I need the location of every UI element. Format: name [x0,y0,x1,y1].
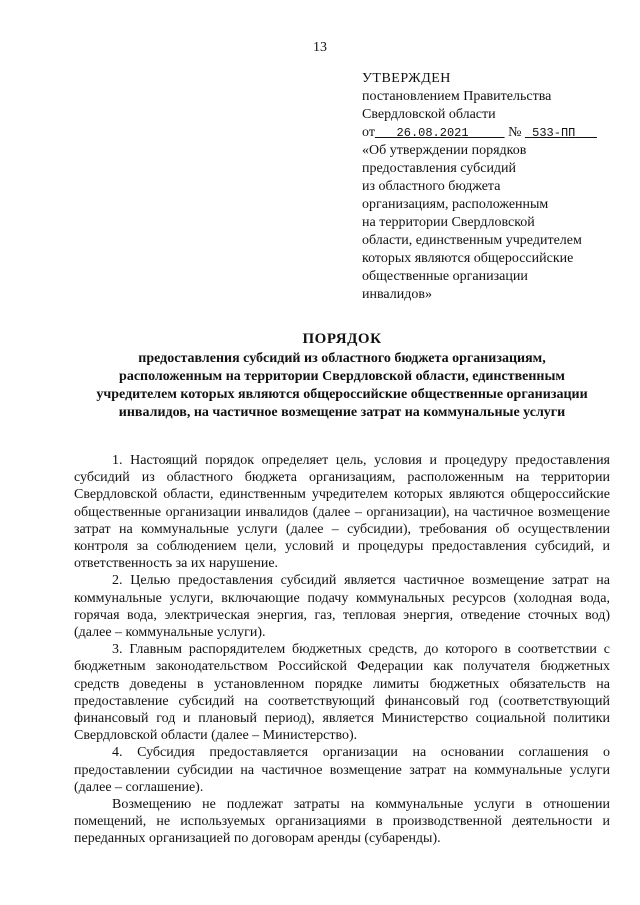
title-heading: ПОРЯДОК [302,331,382,347]
document-title [72,330,612,422]
approval-line-2: Свердловской области [362,107,496,122]
resolution-title-line: области, единственным учредителем [362,233,582,248]
paragraph-5: Возмещению не подлежат затраты на коммунальные услуги в отношении помещений, не используемых организациями в производственной деятельности и переданных организацией по договорам аренды (субаренды). [74,797,610,847]
number-prefix: № [508,125,522,140]
resolution-title-line: на территории Свердловской [362,215,535,230]
paragraph-1: 1. Настоящий порядок определяет цель, условия и процедуру предоставления субсидий из областного бюджета организациям, расположенным на территории Свердловской области, единственным учредителем которых являются общероссийские общественные организации инвалидов (далее – организации), на частичное возмещение затрат на коммунальные услуги (далее – субсидии), требования об осуществлении контроля за соблюдением цели, условий и процедуры предоставления субсидий, и ответственность за их нарушение. [74,453,610,572]
resolution-title-line: организациям, расположенным [362,197,549,212]
approval-line-1: постановлением Правительства [362,89,552,104]
resolution-title-line: из областного бюджета [362,179,501,194]
paragraph-2: 2. Целью предоставления субсидий является частичное возмещение затрат на коммунальные услуги, включающие подачу коммунальных ресурсов (холодная вода, горячая вода, электрическая энергия, газ, тепловая энергия, отведение сточных вод) (далее – коммунальные услуги). [74,573,610,641]
resolution-title-line: предоставления субсидий [362,161,517,176]
paragraph-4: 4. Субсидия предоставляется организации на основании соглашения о предоставлении субсидии на частичное возмещение затрат на коммунальные услуги (далее – соглашение). [74,745,610,795]
approval-heading: УТВЕРЖДЕН [362,71,451,86]
title-line: предоставления субсидий из областного бюджета организациям, [138,351,546,366]
approval-block [362,70,624,304]
title-line: инвалидов, на частичное возмещение затрат на коммунальные услуги [118,405,566,420]
approval-number: 533-ПП [532,126,576,140]
date-prefix: от [362,125,375,140]
document-body [74,452,610,848]
title-line: расположенным на территории Свердловской области, единственным [119,369,565,384]
resolution-title-line: инвалидов» [362,287,432,302]
approval-date: 26.08.2021 [396,126,469,140]
resolution-title-line: общественные организации [362,269,528,284]
page-number: 13 [313,40,327,55]
title-line: учредителем которых являются общероссийские общественные организации [96,387,588,402]
approval-date-line [362,124,624,142]
resolution-title-line: «Об утверждении порядков [362,143,527,158]
resolution-title-line: которых являются общероссийские [362,251,574,266]
paragraph-3: 3. Главным распорядителем бюджетных средств, до которого в соответствии с бюджетным законодательством Российской Федерации как получателя бюджетных средств доведены в установленном порядке лимиты бюджетных обязательств на предоставление субсидий на соответствующий финансовый год (соответствующий финансовый год и плановый период), является Министерство социальной политики Свердловской области (далее – Министерство). [74,642,610,744]
